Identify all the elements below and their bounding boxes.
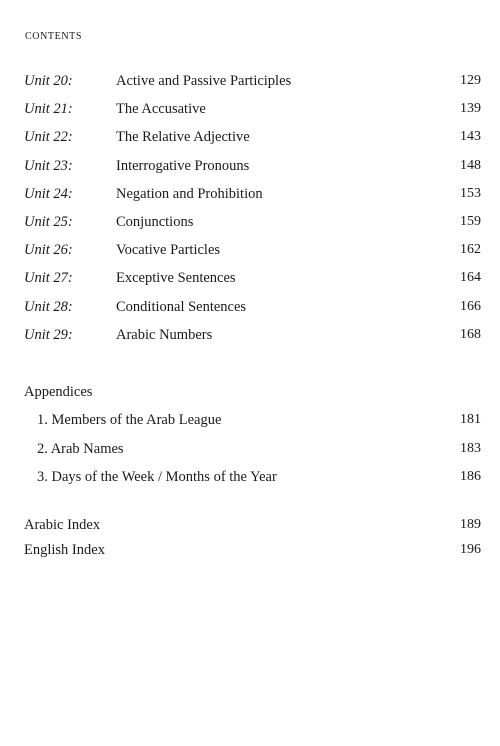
page-number: 148 (460, 157, 481, 173)
page-number: 183 (460, 440, 481, 456)
toc-entry-english-index[interactable] (0, 542, 500, 567)
unit-title: Active and Passive Participles (116, 73, 292, 89)
unit-title: Interrogative Pronouns (116, 157, 250, 174)
unit-number: Unit 24: (24, 185, 73, 202)
unit-number: Unit 28: (24, 298, 73, 315)
page-number: 159 (460, 213, 481, 229)
unit-list (0, 73, 500, 355)
page-number: 129 (460, 73, 481, 88)
page-number: 186 (460, 469, 481, 484)
unit-number: Unit 23: (24, 157, 73, 174)
unit-number: Unit 29: (24, 326, 73, 343)
page-number: 181 (460, 412, 481, 427)
toc-entry-appendix-3[interactable] (0, 469, 500, 498)
toc-entry-arabic-index[interactable] (0, 517, 500, 542)
toc-entry-unit-28[interactable] (0, 299, 500, 327)
toc-entry-unit-23[interactable] (0, 158, 500, 186)
toc-entry-unit-29[interactable] (0, 327, 500, 355)
page-number: 189 (460, 517, 481, 532)
appendix-title: 3. Days of the Week / Months of the Year (37, 469, 277, 485)
appendix-title: 1. Members of the Arab League (37, 412, 222, 428)
unit-title: Exceptive Sentences (116, 270, 236, 287)
toc-entry-unit-21[interactable] (0, 101, 500, 129)
unit-number: Unit 21: (24, 101, 73, 118)
unit-title: Negation and Prohibition (116, 185, 263, 202)
toc-entry-unit-20[interactable] (0, 73, 500, 101)
page-number: 139 (460, 101, 481, 117)
toc-entry-unit-22[interactable] (0, 129, 500, 157)
unit-number: Unit 26: (24, 242, 73, 259)
toc-entry-appendix-2[interactable] (0, 441, 500, 470)
index-list (0, 517, 500, 566)
unit-number: Unit 20: (24, 73, 73, 89)
toc-entry-appendix-1[interactable] (0, 412, 500, 441)
unit-title: Conjunctions (116, 213, 194, 230)
running-head: CONTENTS (25, 31, 83, 42)
toc-entry-unit-25[interactable] (0, 214, 500, 242)
appendices-heading: Appendices (24, 384, 93, 400)
page-number: 162 (460, 242, 481, 258)
page-number: 168 (460, 326, 481, 342)
unit-number: Unit 22: (24, 129, 73, 146)
page-number: 153 (460, 185, 481, 201)
unit-title: The Relative Adjective (116, 129, 250, 146)
page-number: 196 (460, 541, 481, 557)
toc-entry-unit-27[interactable] (0, 270, 500, 298)
unit-title: Arabic Numbers (116, 326, 213, 343)
appendix-title: 2. Arab Names (37, 440, 124, 457)
index-title: English Index (24, 541, 105, 558)
unit-title: The Accusative (116, 101, 206, 118)
toc-entry-unit-26[interactable] (0, 242, 500, 270)
unit-number: Unit 27: (24, 270, 73, 287)
page-number: 143 (460, 129, 481, 145)
unit-number: Unit 25: (24, 213, 73, 230)
toc-entry-unit-24[interactable] (0, 186, 500, 214)
appendix-list (0, 412, 500, 498)
unit-title: Vocative Particles (116, 242, 221, 259)
page-number: 164 (460, 270, 481, 286)
index-title: Arabic Index (24, 517, 101, 533)
unit-title: Conditional Sentences (116, 298, 247, 315)
page-number: 166 (460, 298, 481, 314)
